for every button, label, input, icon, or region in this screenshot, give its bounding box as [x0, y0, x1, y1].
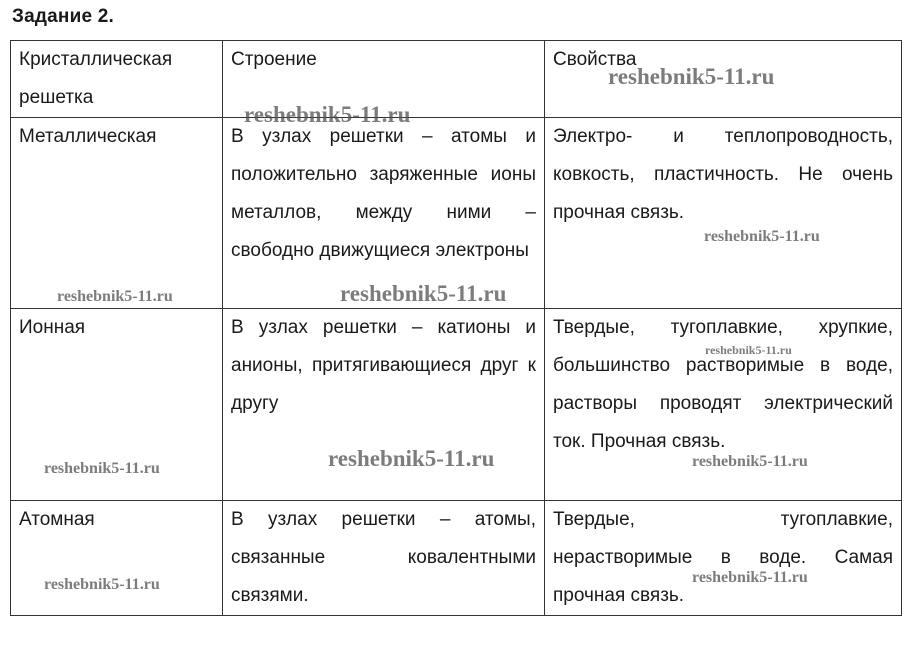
watermark: reshebnik5-11.ru — [244, 102, 411, 127]
watermark: reshebnik5-11.ru — [57, 288, 173, 305]
watermark: reshebnik5-11.ru — [44, 460, 160, 477]
task-heading: Задание 2. — [12, 6, 114, 27]
properties-cell: Твердые, тугоплавкие, хрупкие, большинство растворимые в воде, растворы проводят электрический ток. Прочная связь. — [545, 309, 902, 501]
watermark: reshebnik5-11.ru — [705, 343, 792, 357]
watermark: reshebnik5-11.ru — [692, 569, 808, 586]
lattice-type-cell: Атомная — [11, 501, 223, 616]
header-properties: Свойства — [545, 41, 902, 118]
table-row — [11, 309, 902, 501]
watermark: reshebnik5-11.ru — [608, 64, 775, 89]
table-header-row — [11, 41, 902, 118]
structure-cell: В узлах решетки – катионы и анионы, притягивающиеся друг к другу — [223, 309, 545, 501]
watermark: reshebnik5-11.ru — [704, 228, 820, 245]
lattice-type-cell: Ионная — [11, 309, 223, 501]
watermark: reshebnik5-11.ru — [692, 453, 808, 470]
lattice-type-cell: Металлическая — [11, 118, 223, 309]
header-lattice: Кристаллическая решетка — [11, 41, 223, 118]
table-row — [11, 501, 902, 616]
watermark: reshebnik5-11.ru — [340, 281, 507, 306]
properties-cell: Твердые, тугоплавкие, нерастворимые в воде. Самая прочная связь. — [545, 501, 902, 616]
structure-cell: В узлах решетки – атомы и положительно заряженные ионы металлов, между ними – свободно движущиеся электроны — [223, 118, 545, 309]
crystal-lattice-table — [10, 40, 902, 616]
properties-cell: Электро- и теплопроводность, ковкость, пластичность. Не очень прочная связь. — [545, 118, 902, 309]
structure-cell: В узлах решетки – атомы, связанные ковалентными связями. — [223, 501, 545, 616]
watermark: reshebnik5-11.ru — [44, 576, 160, 593]
watermark: reshebnik5-11.ru — [328, 446, 495, 471]
table-row — [11, 118, 902, 309]
header-structure: Строение — [223, 41, 545, 118]
